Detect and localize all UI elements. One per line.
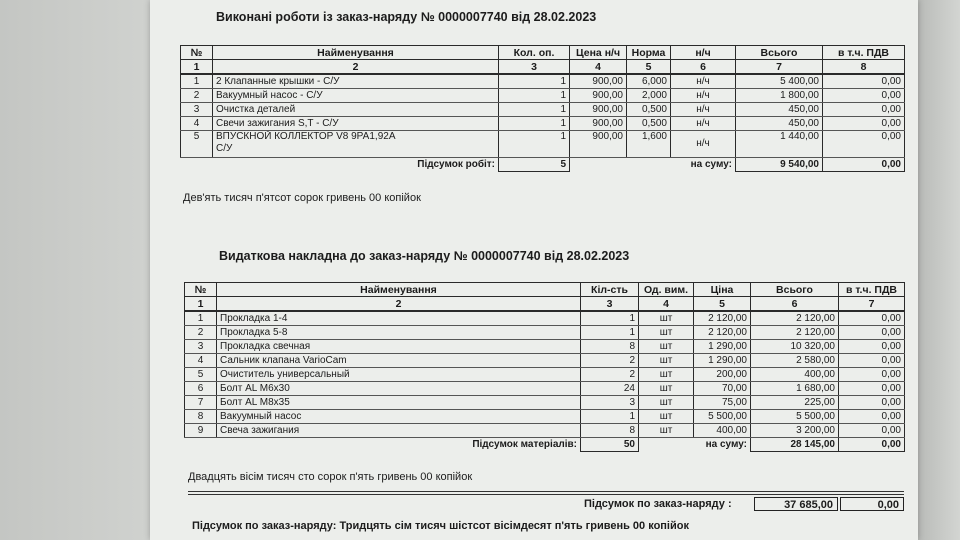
column-number: 2 [213, 60, 499, 75]
material-name: Болт AL M8x35 [217, 396, 581, 410]
row-number: 3 [185, 340, 217, 354]
works-subtotal-count: 5 [499, 158, 570, 172]
material-unit: шт [639, 326, 694, 340]
table-row [185, 410, 905, 424]
materials-header-cell: Кіл-сть [581, 283, 639, 297]
table-row [185, 368, 905, 382]
work-name-cell [213, 131, 499, 158]
material-qty: 1 [581, 410, 639, 424]
works-header-cell: № [181, 46, 213, 60]
grand-total-label: Підсумок по заказ-наряду : [584, 498, 732, 510]
works-sum-vat: 0,00 [823, 158, 905, 172]
material-total: 1 680,00 [751, 382, 839, 396]
work-unit: н/ч [671, 103, 736, 117]
material-qty: 1 [581, 326, 639, 340]
work-norm: 1,600 [627, 131, 671, 158]
column-number: 4 [570, 60, 627, 75]
material-price: 1 290,00 [694, 340, 751, 354]
table-row [181, 89, 905, 103]
row-number: 9 [185, 424, 217, 438]
column-number: 4 [639, 297, 694, 312]
table-row [181, 131, 905, 158]
material-unit: шт [639, 340, 694, 354]
material-vat: 0,00 [839, 326, 905, 340]
work-price: 900,00 [570, 117, 627, 131]
works-sum-label: на суму: [690, 158, 732, 170]
table-row [181, 74, 905, 89]
table-row [185, 424, 905, 438]
works-amount-in-words: Дев'ять тисяч п'ятсот сорок гривень 00 копійок [183, 192, 421, 204]
material-unit: шт [639, 368, 694, 382]
material-qty: 8 [581, 340, 639, 354]
work-qty: 1 [499, 117, 570, 131]
work-vat: 0,00 [823, 89, 905, 103]
work-name: Свечи зажигания S,T - С/У [213, 117, 499, 131]
spacer [570, 158, 627, 172]
material-unit: шт [639, 410, 694, 424]
work-qty: 1 [499, 103, 570, 117]
materials-header-cell: Од. вим. [639, 283, 694, 297]
works-header-cell: н/ч [671, 46, 736, 60]
material-unit: шт [639, 396, 694, 410]
works-column-numbers [181, 60, 905, 75]
material-name: Прокладка свечная [217, 340, 581, 354]
row-number: 4 [185, 354, 217, 368]
work-name-continued: С/У [216, 143, 233, 154]
row-number: 2 [181, 89, 213, 103]
work-total: 5 400,00 [736, 74, 823, 89]
work-unit: н/ч [671, 117, 736, 131]
work-vat: 0,00 [823, 103, 905, 117]
work-vat: 0,00 [823, 74, 905, 89]
material-unit: шт [639, 311, 694, 326]
works-header-cell: в т.ч. ПДВ [823, 46, 905, 60]
works-sum-total: 9 540,00 [736, 158, 823, 172]
work-total: 450,00 [736, 103, 823, 117]
work-qty: 1 [499, 131, 570, 158]
row-number: 4 [181, 117, 213, 131]
work-norm: 0,500 [627, 103, 671, 117]
row-number: 2 [185, 326, 217, 340]
work-unit: н/ч [671, 89, 736, 103]
materials-header-cell: Всього [751, 283, 839, 297]
table-row [185, 396, 905, 410]
materials-header-cell: в т.ч. ПДВ [839, 283, 905, 297]
material-total: 2 120,00 [751, 311, 839, 326]
material-name: Прокладка 5-8 [217, 326, 581, 340]
grand-total-in-words: Підсумок по заказ-наряду: Тридцять сім тисяч шістсот вісімдесят п'ять гривень 00 копійок [192, 520, 689, 532]
material-name: Сальник клапана VarioCam [217, 354, 581, 368]
work-name: Очистка деталей [213, 103, 499, 117]
works-table [180, 45, 905, 172]
work-price: 900,00 [570, 131, 627, 158]
material-qty: 24 [581, 382, 639, 396]
column-number: 6 [671, 60, 736, 75]
material-price: 2 120,00 [694, 311, 751, 326]
material-vat: 0,00 [839, 354, 905, 368]
material-name: Очиститель универсальный [217, 368, 581, 382]
material-unit: шт [639, 424, 694, 438]
material-qty: 1 [581, 311, 639, 326]
material-qty: 2 [581, 354, 639, 368]
material-vat: 0,00 [839, 382, 905, 396]
spacer [181, 158, 213, 172]
material-name: Болт AL M6x30 [217, 382, 581, 396]
material-vat: 0,00 [839, 424, 905, 438]
materials-header-cell: Найменування [217, 283, 581, 297]
work-vat: 0,00 [823, 117, 905, 131]
material-vat: 0,00 [839, 340, 905, 354]
material-name: Прокладка 1-4 [217, 311, 581, 326]
materials-column-numbers [185, 297, 905, 312]
row-number: 5 [181, 131, 213, 158]
materials-amount-in-words: Двадцять вісім тисяч сто сорок п'ять гривень 00 копійок [188, 471, 473, 483]
column-number: 3 [499, 60, 570, 75]
spacer [639, 438, 694, 452]
work-name: Вакуумный насос - С/У [213, 89, 499, 103]
row-number: 6 [185, 382, 217, 396]
column-number: 2 [217, 297, 581, 312]
materials-header-cell: № [185, 283, 217, 297]
table-row [181, 117, 905, 131]
table-row [181, 103, 905, 117]
work-total: 1 800,00 [736, 89, 823, 103]
materials-table [184, 282, 905, 452]
material-qty: 2 [581, 368, 639, 382]
materials-header-cell: Ціна [694, 283, 751, 297]
works-header-cell: Цена н/ч [570, 46, 627, 60]
work-price: 900,00 [570, 103, 627, 117]
column-number: 8 [823, 60, 905, 75]
work-name: 2 Клапанные крышки - С/У [213, 74, 499, 89]
material-price: 200,00 [694, 368, 751, 382]
works-header-cell: Кол. оп. [499, 46, 570, 60]
document-page [150, 0, 918, 540]
material-total: 10 320,00 [751, 340, 839, 354]
works-title: Виконані роботи із заказ-наряду № 0000007740 від 28.02.2023 [216, 10, 597, 24]
table-row [185, 326, 905, 340]
column-number: 6 [751, 297, 839, 312]
row-number: 8 [185, 410, 217, 424]
materials-subtotal-row [185, 438, 905, 452]
materials-subtotal-label: Підсумок матеріалів: [472, 438, 577, 450]
work-name: ВПУСКНОЙ КОЛЛЕКТОР V8 9РА1,92А [216, 131, 396, 142]
table-row [185, 354, 905, 368]
material-price: 2 120,00 [694, 326, 751, 340]
material-qty: 3 [581, 396, 639, 410]
background-left [0, 0, 150, 540]
work-price: 900,00 [570, 89, 627, 103]
spacer [185, 438, 217, 452]
material-price: 1 290,00 [694, 354, 751, 368]
material-total: 2 120,00 [751, 326, 839, 340]
row-number: 1 [181, 74, 213, 89]
material-vat: 0,00 [839, 396, 905, 410]
grand-total-value: 37 685,00 [754, 497, 838, 511]
work-unit: н/ч [671, 74, 736, 89]
background-right [918, 0, 960, 540]
column-number: 5 [627, 60, 671, 75]
table-row [185, 382, 905, 396]
material-vat: 0,00 [839, 410, 905, 424]
works-header-cell: Всього [736, 46, 823, 60]
column-number: 1 [181, 60, 213, 75]
work-norm: 6,000 [627, 74, 671, 89]
material-unit: шт [639, 382, 694, 396]
work-norm: 2,000 [627, 89, 671, 103]
materials-sum-total: 28 145,00 [751, 438, 839, 452]
works-header-cell: Норма [627, 46, 671, 60]
column-number: 1 [185, 297, 217, 312]
table-row [185, 311, 905, 326]
material-name: Вакуумный насос [217, 410, 581, 424]
material-total: 3 200,00 [751, 424, 839, 438]
material-unit: шт [639, 354, 694, 368]
material-vat: 0,00 [839, 368, 905, 382]
work-unit: н/ч [671, 131, 736, 158]
materials-title: Видаткова накладна до заказ-наряду № 0000007740 від 28.02.2023 [219, 249, 630, 263]
materials-sum-vat: 0,00 [839, 438, 905, 452]
work-total: 450,00 [736, 117, 823, 131]
materials-header-row [185, 283, 905, 297]
works-subtotal-label: Підсумок робіт: [417, 158, 495, 170]
divider-line [188, 491, 904, 495]
table-row [185, 340, 905, 354]
spacer [627, 158, 671, 172]
material-total: 225,00 [751, 396, 839, 410]
material-price: 70,00 [694, 382, 751, 396]
material-vat: 0,00 [839, 311, 905, 326]
materials-subtotal-count: 50 [581, 438, 639, 452]
material-name: Свеча зажигания [217, 424, 581, 438]
work-vat: 0,00 [823, 131, 905, 158]
work-total: 1 440,00 [736, 131, 823, 158]
row-number: 3 [181, 103, 213, 117]
column-number: 7 [736, 60, 823, 75]
work-qty: 1 [499, 74, 570, 89]
works-subtotal-row [181, 158, 905, 172]
material-total: 5 500,00 [751, 410, 839, 424]
material-qty: 8 [581, 424, 639, 438]
material-total: 400,00 [751, 368, 839, 382]
row-number: 1 [185, 311, 217, 326]
row-number: 5 [185, 368, 217, 382]
material-price: 5 500,00 [694, 410, 751, 424]
column-number: 3 [581, 297, 639, 312]
work-norm: 0,500 [627, 117, 671, 131]
column-number: 5 [694, 297, 751, 312]
materials-sum-label: на суму: [705, 438, 747, 450]
work-price: 900,00 [570, 74, 627, 89]
work-qty: 1 [499, 89, 570, 103]
row-number: 7 [185, 396, 217, 410]
material-total: 2 580,00 [751, 354, 839, 368]
column-number: 7 [839, 297, 905, 312]
works-header-cell: Найменування [213, 46, 499, 60]
material-price: 400,00 [694, 424, 751, 438]
grand-total-vat: 0,00 [840, 497, 904, 511]
material-price: 75,00 [694, 396, 751, 410]
works-header-row [181, 46, 905, 60]
